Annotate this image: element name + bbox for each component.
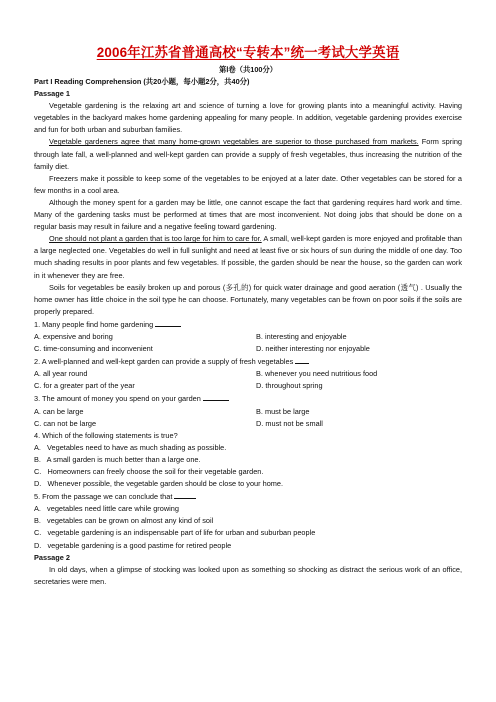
- option-c[interactable]: C. vegetable gardening is an indispensable part of life for urban and suburban people: [34, 528, 316, 538]
- question-stem-text: 5. From the passage we can conclude that: [34, 492, 173, 502]
- question-3: [34, 392, 462, 429]
- paragraph-text: A small, well-kept garden is more enjoyed and profitable than a large neglected one. Vegetables do well in full sunlight and need at least five or six hours of sun during the middle of one day. Too much shading results in poor plants and few vegetables. If possible, the garden should be near the house, so the garden can work in it whenever they are free.: [34, 234, 463, 280]
- paragraph-text: Form spring through late fall, a well-planned and well-kept garden can provide a supply of fresh vegetables, thus increasing the nutrition of the family diet.: [34, 137, 462, 171]
- passage1-paragraph-1: Vegetable gardening is the relaxing art and science of turning a love for growing plants into a meaningful activity. Having vegetables in the backyard makes home gardening appealing for many people. In addition, vegetable gardening provides exercise and fun for both urban and suburban families.: [34, 101, 462, 135]
- passage1-paragraph-2: [34, 136, 462, 172]
- answer-blank[interactable]: [203, 392, 229, 401]
- option-d[interactable]: D. Whenever possible, the vegetable garden should be close to your home.: [34, 479, 284, 489]
- option-d[interactable]: D. vegetable gardening is a good pastime for retired people: [34, 540, 232, 550]
- passage1-heading: Passage 1: [34, 89, 70, 99]
- question-1: [34, 318, 462, 355]
- question-stem: [34, 355, 462, 368]
- answer-blank[interactable]: [155, 318, 181, 327]
- option-a[interactable]: A. Vegetables need to have as much shading as possible.: [34, 442, 227, 452]
- underlined-sentence: Vegetable gardeners agree that many home-grown vegetables are superior to those purchased from markets.: [49, 137, 419, 147]
- passage1-paragraph-3: Freezers make it possible to keep some of the vegetables to be enjoyed at a later date. Other vegetables can be stored for a few months in a cool area.: [34, 173, 462, 195]
- options-row: [34, 331, 462, 343]
- option-d[interactable]: D. throughout spring: [256, 381, 323, 391]
- question-stem-text: 2. A well-planned and well-kept garden can provide a supply of fresh vegetables: [34, 357, 294, 367]
- passage2-heading: Passage 2: [34, 552, 70, 562]
- answer-blank[interactable]: [174, 490, 196, 499]
- option-d[interactable]: D. must not be small: [256, 418, 323, 428]
- option-b[interactable]: B. interesting and enjoyable: [256, 331, 347, 341]
- option-c[interactable]: C. time-consuming and inconvenient: [34, 344, 153, 354]
- underlined-sentence: One should not plant a garden that is too large for him to care for.: [49, 234, 262, 244]
- option-c[interactable]: C. can not be large: [34, 418, 97, 428]
- option-b[interactable]: B. A small garden is much better than a large one.: [34, 454, 201, 464]
- options-row: [34, 418, 462, 430]
- options-row: [34, 343, 462, 355]
- question-stem: [34, 318, 462, 331]
- option-b[interactable]: B. whenever you need nutritious food: [256, 369, 378, 379]
- options-row: [34, 380, 462, 392]
- options-row: [34, 406, 462, 418]
- document-title: 2006年江苏省普通高校“专转本”统一考试大学英语: [96, 45, 400, 60]
- option-c[interactable]: C. for a greater part of the year: [34, 381, 135, 391]
- question-stem-text: 1. Many people find home gardening: [34, 319, 154, 329]
- option-a[interactable]: A. can be large: [34, 406, 84, 416]
- passage1-paragraph-4: Although the money spent for a garden may be little, one cannot escape the fact that gardening requires hard work and time. Many of the gardening tasks must be performed at times that are most inconvenient. Not doing jobs that should be done on a regular basis may result in failure and a negative feeling toward gardening.: [34, 197, 462, 232]
- option-a[interactable]: A. all year round: [34, 369, 88, 379]
- passage2-paragraph-1: In old days, when a glimpse of stocking was looked upon as something so shocking as distract the serious work of an office, secretaries were men.: [34, 564, 462, 586]
- option-a[interactable]: A. expensive and boring: [34, 331, 113, 341]
- passage1-paragraph-5: [34, 233, 462, 281]
- part1-heading: Part I Reading Comprehension (共20小题，每小题2分，共40分): [34, 77, 250, 86]
- question-stem: [34, 392, 462, 405]
- option-c[interactable]: C. Homeowners can freely choose the soil for their vegetable garden.: [34, 467, 264, 476]
- question-5: [34, 490, 462, 551]
- options-row: [34, 368, 462, 380]
- question-stem-text: 3. The amount of money you spend on your garden: [34, 394, 201, 404]
- answer-blank[interactable]: [295, 355, 309, 364]
- question-stem: 4. Which of the following statements is true?: [34, 430, 178, 440]
- document-subtitle: 第Ⅰ卷（共100分）: [218, 65, 278, 74]
- option-d[interactable]: D. neither interesting nor enjoyable: [256, 344, 370, 354]
- passage1-paragraph-6: Soils for vegetables be easily broken up and porous (多孔的) for quick water drainage and good aeration (透气) . Usually the home owner has little choice in the soil type he can choose. Fortunately, many vegetables can be frown on poor soils if the soils are properly prepared.: [34, 282, 462, 316]
- question-2: [34, 355, 462, 392]
- question-4: [34, 430, 462, 490]
- option-b[interactable]: B. must be large: [256, 406, 310, 416]
- option-b[interactable]: B. vegetables can be grown on almost any kind of soil: [34, 516, 214, 526]
- question-stem: [34, 490, 462, 503]
- option-a[interactable]: A. vegetables need little care while growing: [34, 504, 179, 514]
